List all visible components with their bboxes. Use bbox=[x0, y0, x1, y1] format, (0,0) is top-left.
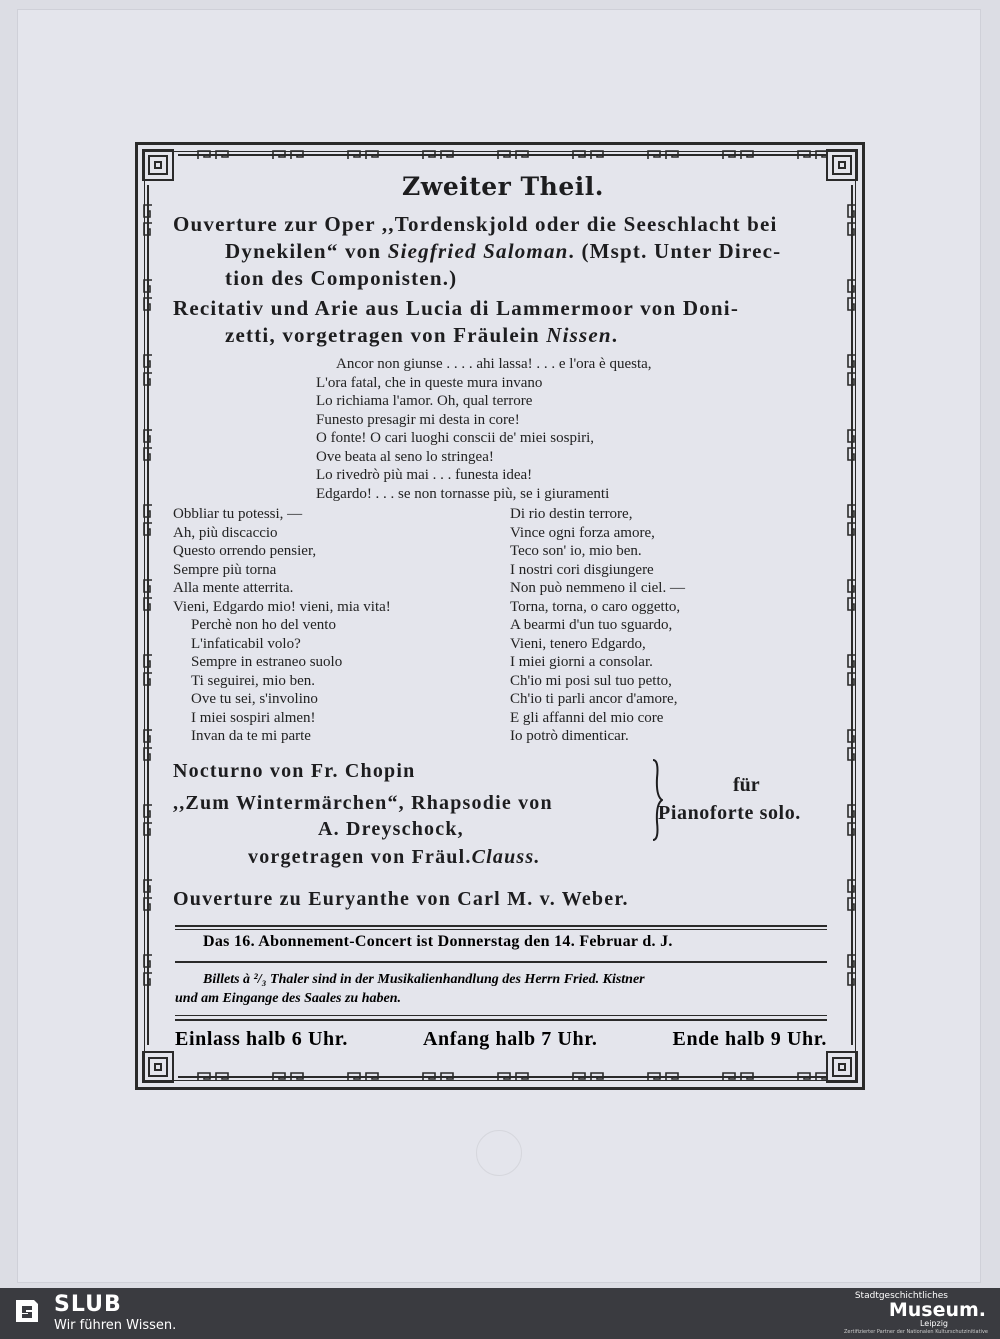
schedule-times bbox=[175, 1028, 827, 1051]
greek-key-border-right bbox=[846, 185, 858, 1045]
aria-right-column bbox=[510, 505, 833, 746]
ticket-info-line1: Billets à ²/₃ Thaler sind in der Musikalienhandlung des Herrn Fried. Kistner bbox=[203, 972, 645, 987]
performer-pre: vorgetragen von Fräul. bbox=[248, 845, 472, 868]
verse-line: Vieni, tenero Edgardo, bbox=[510, 635, 646, 652]
composer-name: Siegfried Saloman bbox=[387, 239, 569, 263]
curly-brace bbox=[649, 758, 663, 842]
verse-line: E gli affanni del mio core bbox=[510, 709, 664, 726]
item1-line2 bbox=[173, 238, 833, 265]
fuer-label: für bbox=[733, 773, 760, 796]
verse-line: L'infaticabil volo? bbox=[191, 635, 301, 652]
verse-line: Sempre più torna bbox=[173, 561, 277, 578]
divider-rule bbox=[175, 1015, 827, 1016]
nocturno-line: Nocturno von Fr. Chopin bbox=[173, 759, 416, 782]
museum-city: Leipzig bbox=[919, 1319, 948, 1328]
slub-name[interactable]: SLUB bbox=[54, 1292, 122, 1317]
verse-line: Lo richiama l'amor. Oh, qual terrore bbox=[316, 393, 533, 409]
verse-line: Non può nemmeno il ciel. — bbox=[510, 580, 685, 596]
verse-line: Ove tu sei, s'involino bbox=[191, 691, 318, 707]
corner-ornament-bottom-right bbox=[824, 1049, 860, 1085]
item1-line2-post: . (Mspt. Unter Direc- bbox=[568, 239, 782, 263]
divider-rule bbox=[175, 929, 827, 930]
section-title: Zweiter Theil. bbox=[402, 172, 604, 201]
program-content bbox=[173, 172, 833, 913]
corner-ornament-bottom-left bbox=[140, 1049, 176, 1085]
verse-line: Vieni, Edgardo mio! vieni, mia vita! bbox=[173, 598, 391, 615]
museum-label-top: Stadtgeschichtliches bbox=[854, 1291, 948, 1301]
aria-left-column bbox=[173, 505, 510, 746]
verse-line: A bearmi d'un tuo sguardo, bbox=[510, 617, 673, 633]
item1-line1: Ouverture zur Oper ,,Tordenskjold oder die Seeschlacht bei bbox=[173, 212, 778, 236]
item1-line3: tion des Componisten.) bbox=[225, 266, 458, 290]
divider-rule bbox=[175, 961, 827, 963]
verse-line: I miei sospiri almen! bbox=[191, 709, 316, 726]
verse-line: Di rio destin terrore, bbox=[510, 506, 633, 522]
verse-line: Teco son' io, mio ben. bbox=[510, 543, 642, 559]
einlass-time: Einlass halb 6 Uhr. bbox=[175, 1028, 348, 1050]
wintermaerchen-line: ,,Zum Wintermärchen“, Rhapsodie von bbox=[173, 791, 553, 814]
verse-line: Ah, più discaccio bbox=[173, 524, 278, 541]
aria-text bbox=[173, 505, 833, 746]
verse-line: L'ora fatal, che in queste mura invano bbox=[316, 374, 543, 391]
greek-key-border-bottom bbox=[178, 1071, 828, 1083]
verse-line: Ove beata al seno lo stringea! bbox=[316, 448, 494, 465]
verse-line: Perchè non ho del vento bbox=[191, 617, 336, 633]
item1-line2-pre: Dynekilen“ von bbox=[225, 239, 388, 263]
verse-line: Torna, torna, o caro oggetto, bbox=[510, 598, 681, 615]
program-item-overture-tordenskjold bbox=[173, 211, 833, 292]
next-concert-notice: Das 16. Abonnement-Concert ist Donnerstag den 14. Februar d. J. bbox=[203, 933, 673, 950]
verse-line: Invan da te mi parte bbox=[191, 728, 311, 744]
greek-key-border-left bbox=[142, 185, 154, 1045]
verse-line: Lo rivedrò più mai . . . funesta idea! bbox=[316, 467, 533, 483]
verse-line: Io potrò dimenticar. bbox=[510, 728, 629, 744]
greek-key-border-top bbox=[178, 149, 828, 161]
piano-program bbox=[173, 760, 833, 880]
slub-tagline: Wir führen Wissen. bbox=[54, 1318, 177, 1333]
ticket-info-line2: und am Eingange des Saales zu haben. bbox=[175, 991, 401, 1006]
verse-line: Sempre in estraneo suolo bbox=[191, 654, 343, 670]
slub-logo-icon[interactable] bbox=[12, 1296, 42, 1326]
anfang-time: Anfang halb 7 Uhr. bbox=[422, 1028, 598, 1050]
corner-ornament-top-left bbox=[140, 147, 176, 183]
verse-line: Vince ogni forza amore, bbox=[510, 524, 655, 541]
pianoforte-solo-label: Pianoforte solo. bbox=[658, 801, 801, 824]
museum-name[interactable]: Museum. bbox=[888, 1299, 986, 1321]
ticket-info bbox=[175, 970, 835, 1008]
viewer-footer bbox=[0, 1288, 1000, 1339]
divider-rule bbox=[175, 1019, 827, 1021]
divider-rule bbox=[175, 925, 827, 927]
singer-name: Nissen bbox=[546, 323, 612, 347]
item2-line2-post: . bbox=[611, 323, 619, 347]
recitative-text bbox=[173, 355, 833, 503]
overture-euryanthe: Ouverture zu Euryanthe von Carl M. v. Weber. bbox=[173, 887, 629, 910]
blind-stamp bbox=[476, 1130, 522, 1176]
program-item-lucia-aria bbox=[173, 295, 833, 349]
verse-line: Alla mente atterrita. bbox=[173, 580, 294, 596]
verse-line: Questo orrendo pensier, bbox=[173, 543, 317, 559]
ende-time: Ende halb 9 Uhr. bbox=[672, 1028, 827, 1050]
museum-certification: Zertifizierter Partner der Nationalen Kulturschutzinitiative bbox=[843, 1329, 988, 1335]
item2-line1: Recitativ und Arie aus Lucia di Lammermoor von Doni- bbox=[173, 296, 740, 320]
item2-line2-pre: zetti, vorgetragen von Fräulein bbox=[225, 323, 547, 347]
verse-line: Ch'io mi posi sul tuo petto, bbox=[510, 672, 672, 689]
verse-line: Ch'io ti parli ancor d'amore, bbox=[510, 691, 678, 707]
verse-line: Ancor non giunse . . . . ahi lassa! . . . e l'ora è questa, bbox=[336, 356, 652, 372]
verse-line: I miei giorni a consolar. bbox=[510, 654, 653, 670]
dreyschock-line: A. Dreyschock, bbox=[318, 817, 464, 840]
verse-line: Ti seguirei, mio ben. bbox=[191, 672, 316, 689]
performer-line bbox=[248, 846, 541, 869]
verse-line: I nostri cori disgiungere bbox=[510, 561, 654, 578]
performer-name: Clauss. bbox=[471, 845, 541, 868]
verse-line: O fonte! O cari luoghi conscii de' miei sospiri, bbox=[316, 430, 595, 446]
verse-line: Funesto presagir mi desta in core! bbox=[316, 411, 520, 428]
verse-line: Edgardo! . . . se non tornasse più, se i giuramenti bbox=[316, 485, 610, 502]
item2-line2 bbox=[173, 322, 833, 349]
verse-line: Obbliar tu potessi, — bbox=[173, 506, 303, 522]
